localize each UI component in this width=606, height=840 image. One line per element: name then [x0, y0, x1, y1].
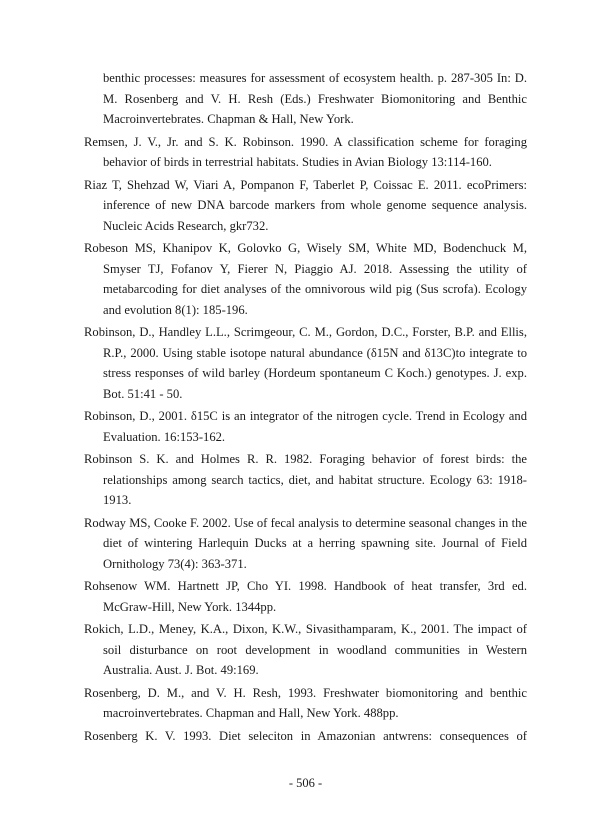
reference-entry: Rodway MS, Cooke F. 2002. Use of fecal analysis to determine seasonal changes in the diet of wintering Harlequin Ducks at a herring spawning site. Journal of Field Ornithology 73(4): 363-371. [84, 515, 527, 571]
reference-entry: Robeson MS, Khanipov K, Golovko G, Wisely SM, White MD, Bodenchuck M, Smyser TJ, Fofanov Y, Fierer N, Piaggio AJ. 2018. Assessing the utility of metabarcoding for diet analyses of the omnivorous wild pig (Sus scrofa). Ecology and evolution 8(1): 185-196. [84, 241, 527, 317]
reference-entry: Rokich, L.D., Meney, K.A., Dixon, K.W., Sivasithamparam, K., 2001. The impact of soil disturbance on root development in woodland communities in Western Australia. Aust. J. Bot. 49:169. [84, 622, 527, 677]
reference-entry: Robinson, D., Handley L.L., Scrimgeour, C. M., Gordon, D.C., Forster, B.P. and Ellis, R.P., 2000. Using stable isotope natural abundance (δ15N and δ13C)to integrate to stress responses of wild barley (Hordeum spontaneum C Koch.) genotypes. J. exp. Bot. 51:41 - 50. [84, 325, 527, 401]
reference-entry: benthic processes: measures for assessment of ecosystem health. p. 287-305 In: D. M. Rosenberg and V. H. Resh (Eds.) Freshwater Biomonitoring and Benthic Macroinvertebrates. Chapman & Hall, New York. [103, 71, 527, 126]
reference-entry: Robinson, D., 2001. δ15C is an integrator of the nitrogen cycle. Trend in Ecology and Evaluation. 16:153-162. [84, 409, 527, 444]
reference-entry: Rosenberg, D. M., and V. H. Resh, 1993. Freshwater biomonitoring and benthic macroinvertebrates. Chapman and Hall, New York. 488pp. [84, 685, 527, 720]
page-number: - 506 - [288, 776, 323, 790]
references-list [84, 68, 527, 748]
reference-entry: Remsen, J. V., Jr. and S. K. Robinson. 1990. A classification scheme for foraging behavior of birds in terrestrial habitats. Studies in Avian Biology 13:114-160. [84, 134, 527, 169]
reference-entry: Rohsenow WM. Hartnett JP, Cho YI. 1998. Handbook of heat transfer, 3rd ed. McGraw-Hill, New York. 1344pp. [84, 579, 527, 614]
reference-entry: Rosenberg K. V. 1993. Diet seleciton in Amazonian antwrens: consequences of [84, 728, 527, 743]
reference-entry: Robinson S. K. and Holmes R. R. 1982. Foraging behavior of forest birds: the relationships among search tactics, diet, and habitat structure. Ecology 63: 1918-1913. [84, 452, 527, 507]
reference-entry: Riaz T, Shehzad W, Viari A, Pompanon F, Taberlet P, Coissac E. 2011. ecoPrimers: inference of new DNA barcode markers from whole genome sequence analysis. Nucleic Acids Research, gkr732. [84, 177, 527, 233]
